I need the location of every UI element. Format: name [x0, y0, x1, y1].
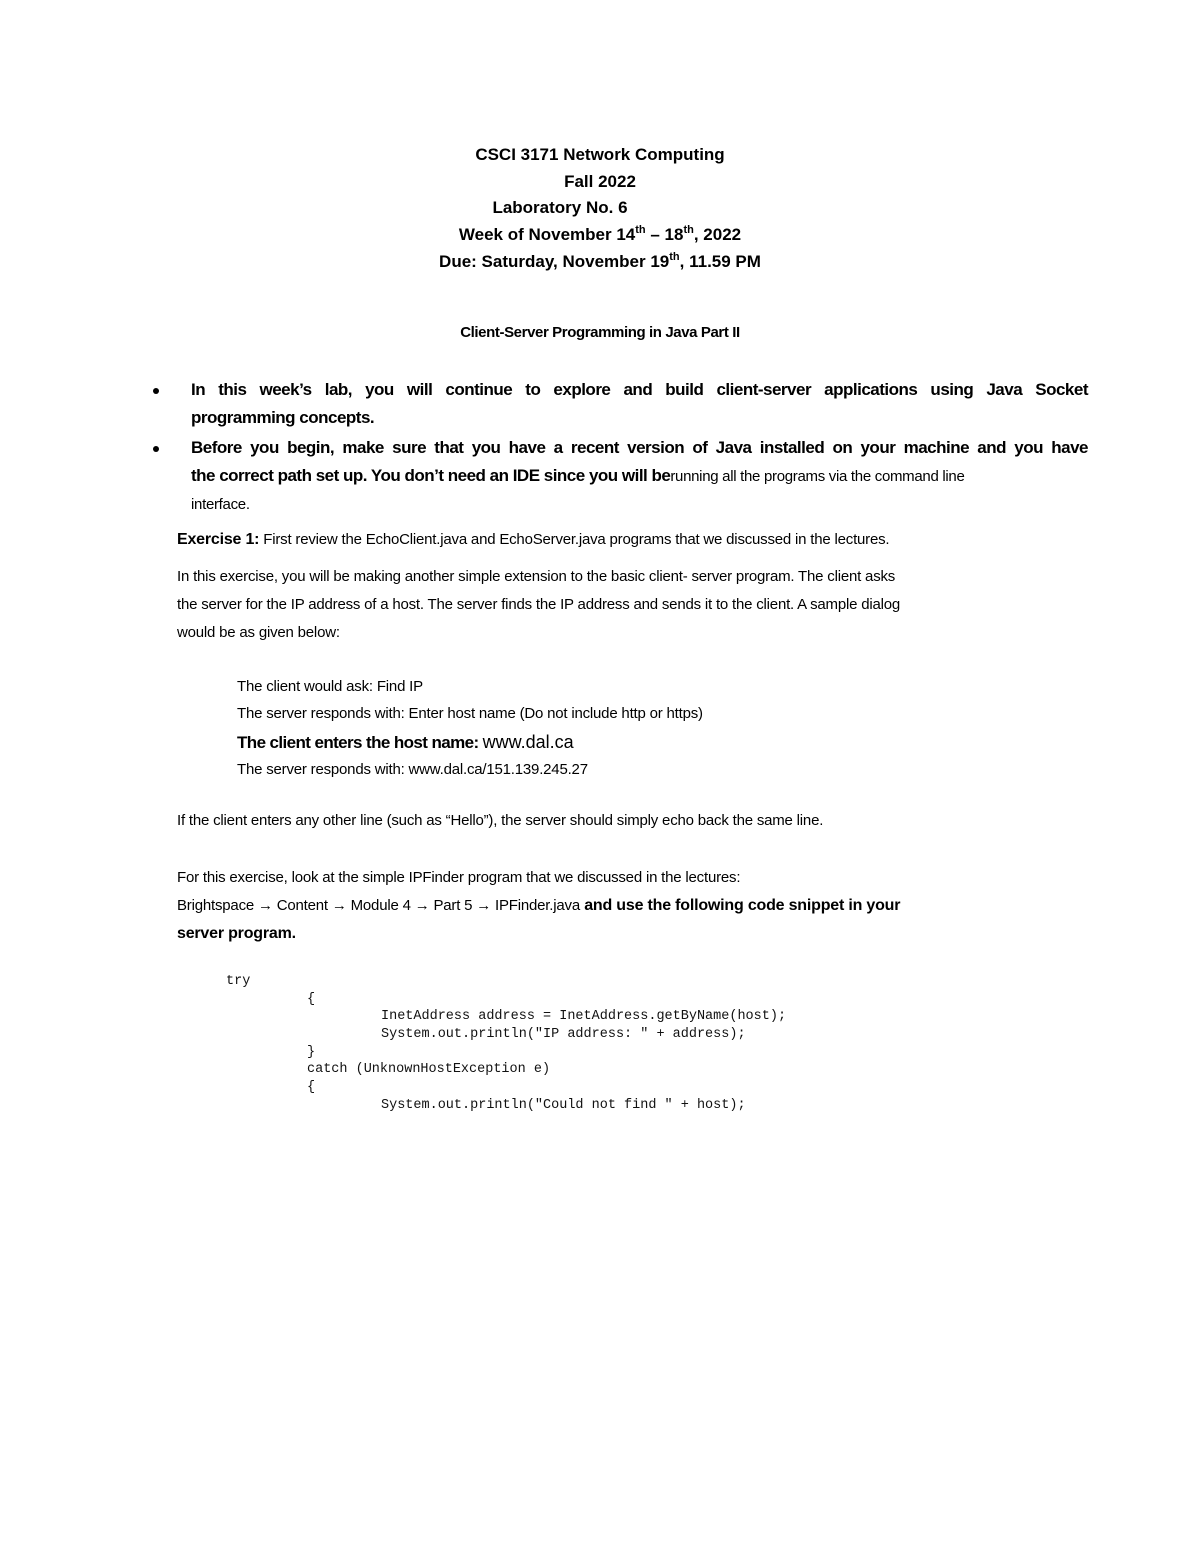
code-line-6: catch (UnknownHostException e) [307, 1062, 551, 1077]
bullet-item-1 [191, 376, 1088, 432]
code-line-7: { [307, 1080, 316, 1095]
echo-note: If the client enters any other line (such as “Hello”), the server should simply echo back the same line. [177, 812, 824, 829]
bullet-1-line-1: In this week’s lab, you will continue to explore and build client-server applications using Java Socket [191, 380, 1088, 399]
bullet-2-line-2: the correct path set up. You don’t need an IDE since you will berunning all the programs via the command line [191, 466, 965, 485]
code-line-4: System.out.println("IP address: " + address); [381, 1027, 746, 1042]
bullet-1-line-2: programming concepts. [191, 408, 375, 427]
document-subtitle: Client-Server Programming in Java Part II [460, 324, 740, 341]
dialog-line-4: The server responds with: www.dal.ca/151.139.245.27 [237, 761, 588, 778]
ipfinder-line-2: Brightspace → Content → Module 4 → Part 5 → IPFinder.java and use the following code snippet in your [177, 897, 901, 914]
ipfinder-line-1: For this exercise, look at the simple IPFinder program that we discussed in the lectures: [177, 869, 741, 886]
brightspace-path: Brightspace → Content → Module 4 → Part 5 → IPFinder.java [177, 897, 580, 914]
bullet-2-line-1: Before you begin, make sure that you have a recent version of Java installed on your machine and you have [191, 438, 1088, 457]
ipfinder-line-3: server program. [177, 925, 296, 942]
code-line-1: try [226, 974, 251, 989]
code-line-8: System.out.println("Could not find " + host); [381, 1098, 746, 1113]
term: Fall 2022 [564, 172, 636, 191]
code-line-2: { [307, 992, 316, 1007]
bullet-dot [153, 388, 159, 394]
exercise-desc-line-2: the server for the IP address of a host. The server finds the IP address and sends it to the client. A sample dialog [177, 596, 901, 613]
course-title: CSCI 3171 Network Computing [475, 145, 725, 164]
host-url: www.dal.ca [482, 732, 574, 752]
dialog-line-3: The client enters the host name: www.dal.ca [237, 732, 574, 752]
exercise-desc-line-3: would be as given below: [177, 624, 340, 641]
code-line-5: } [307, 1045, 316, 1060]
code-line-3: InetAddress address = InetAddress.getByName(host); [381, 1009, 787, 1024]
lab-number: Laboratory No. 6 [492, 198, 628, 217]
exercise-desc-line-1: In this exercise, you will be making another simple extension to the basic client- server program. The client asks [177, 568, 896, 585]
dialog-line-2: The server responds with: Enter host name (Do not include http or https) [237, 705, 703, 722]
exercise-intro: Exercise 1: First review the EchoClient.java and EchoServer.java programs that we discussed in the lectures. [177, 531, 890, 548]
week-line: Week of November 14th – 18th, 2022 [458, 224, 742, 244]
bullet-item-2 [191, 434, 1088, 519]
due-line: Due: Saturday, November 19th, 11.59 PM [439, 251, 761, 271]
exercise-label: Exercise 1: [177, 531, 260, 548]
bullet-dot [153, 446, 159, 452]
bullet-2-line-3: interface. [191, 496, 250, 513]
dialog-line-1: The client would ask: Find IP [237, 678, 423, 695]
